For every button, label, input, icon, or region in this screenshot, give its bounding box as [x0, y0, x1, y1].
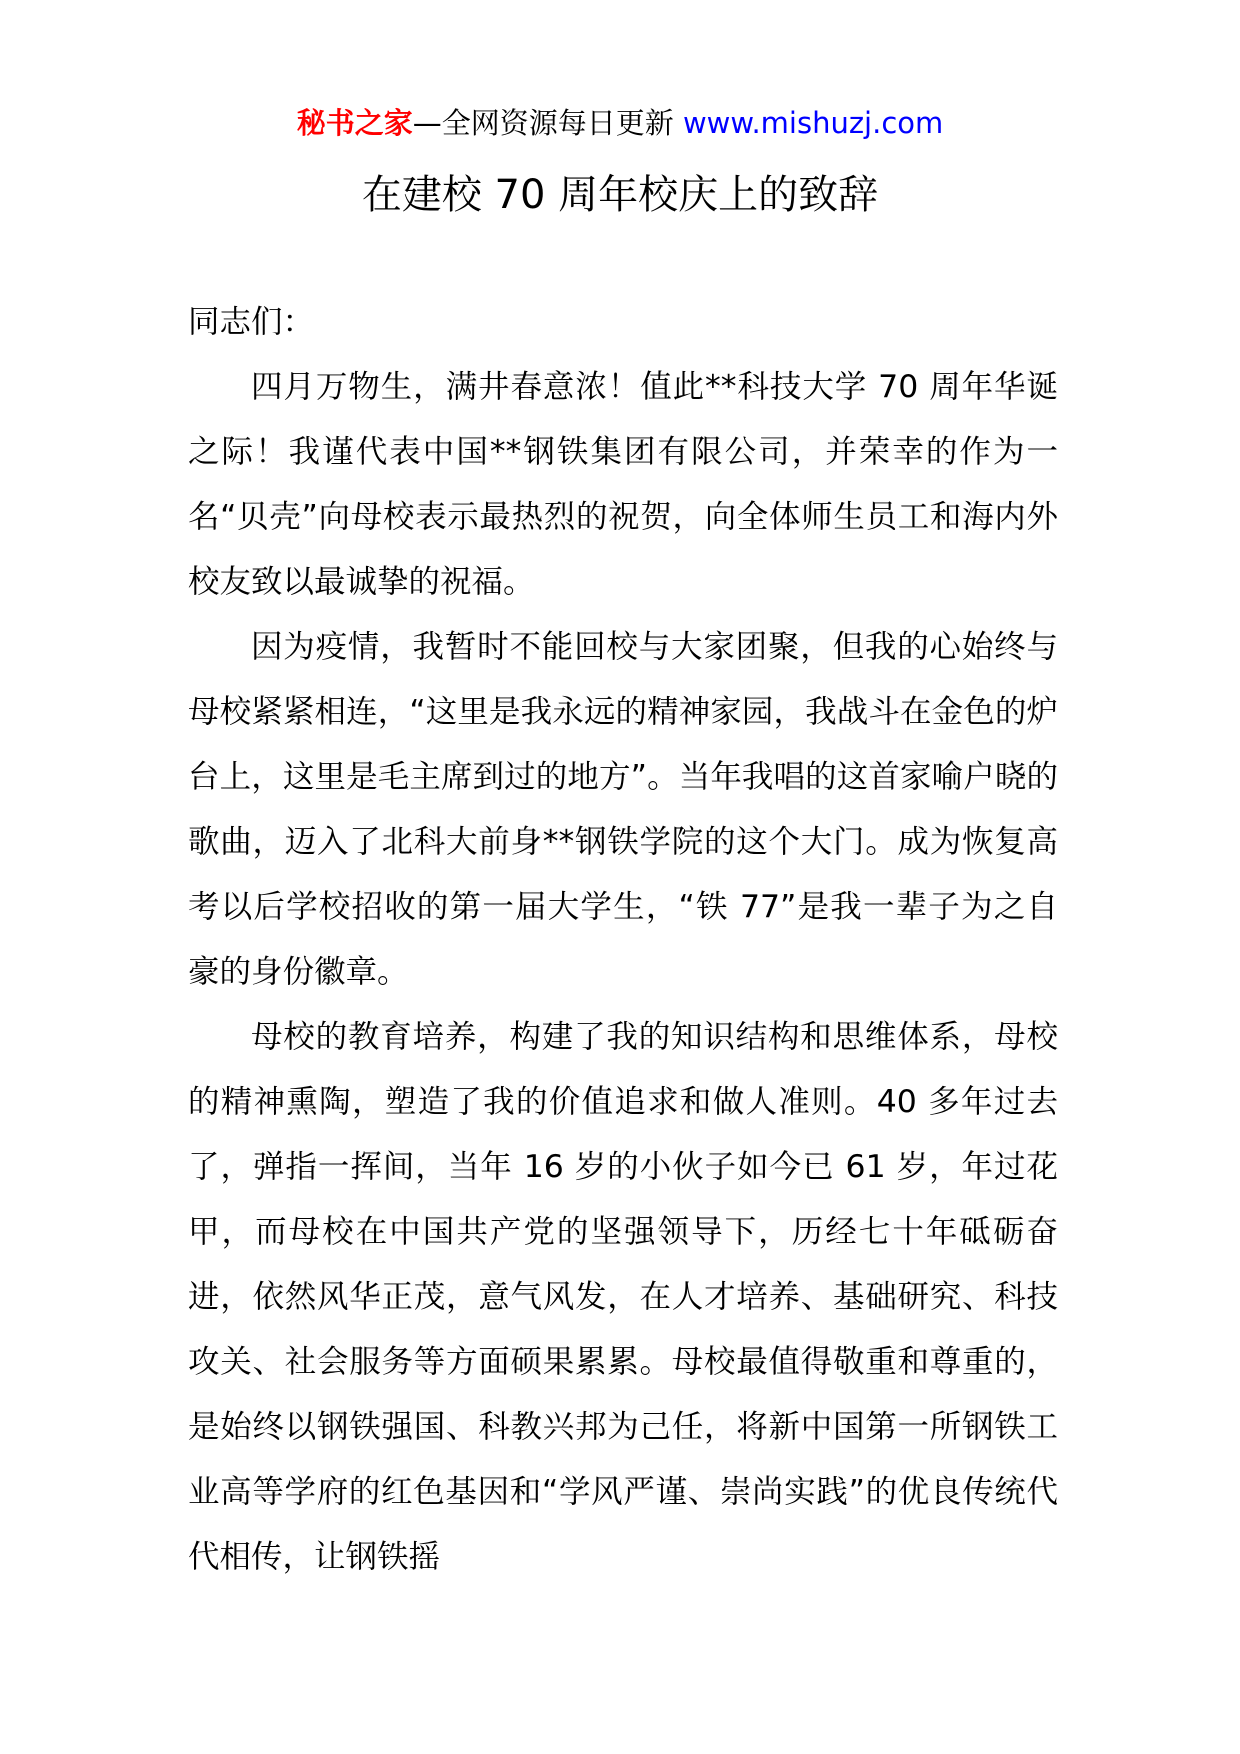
- body-paragraph: 四月万物生，满井春意浓！值此**科技大学 70 周年华诞之际！我谨代表中国**钢铁集团有限公司，并荣幸的作为一名“贝壳”向母校表示最热烈的祝贺，向全体师生员工和海内外校友致以最诚挚的祝福。: [188, 369, 1058, 600]
- site-tagline: —全网资源每日更新: [412, 106, 683, 140]
- site-header: [0, 100, 1240, 146]
- document-title: 在建校 70 周年校庆上的致辞: [361, 172, 879, 218]
- salutation: 同志们：: [188, 304, 315, 340]
- body-paragraph: 因为疫情，我暂时不能回校与大家团聚，但我的心始终与母校紧紧相连，“这里是我永远的精神家园，我战斗在金色的炉台上，这里是毛主席到过的地方”。当年我唱的这首家喻户晓的歌曲，迈入了北科大前身**钢铁学院的这个大门。成为恢复高考以后学校招收的第一届大学生，“铁 77”是我一辈子为之自豪的身份徽章。: [188, 629, 1058, 990]
- document-body: [188, 290, 1058, 1590]
- site-url-link[interactable]: www.mishuzj.com: [682, 106, 944, 140]
- body-paragraph: 母校的教育培养，构建了我的知识结构和思维体系，母校的精神熏陶，塑造了我的价值追求和做人准则。40 多年过去了，弹指一挥间，当年 16 岁的小伙子如今已 61 岁，年过花甲，而母校在中国共产党的坚强领导下，历经七十年砥砺奋进，依然风华正茂，意气风发，在人才培养、基础研究、科技攻关、社会服务等方面硕果累累。母校最值得敬重和尊重的，是始终以钢铁强国、科教兴邦为己任，将新中国第一所钢铁工业高等学府的红色基因和“学风严谨、崇尚实践”的优良传统代代相传，让钢铁摇: [188, 1019, 1058, 1575]
- site-brand: 秘书之家: [296, 106, 413, 140]
